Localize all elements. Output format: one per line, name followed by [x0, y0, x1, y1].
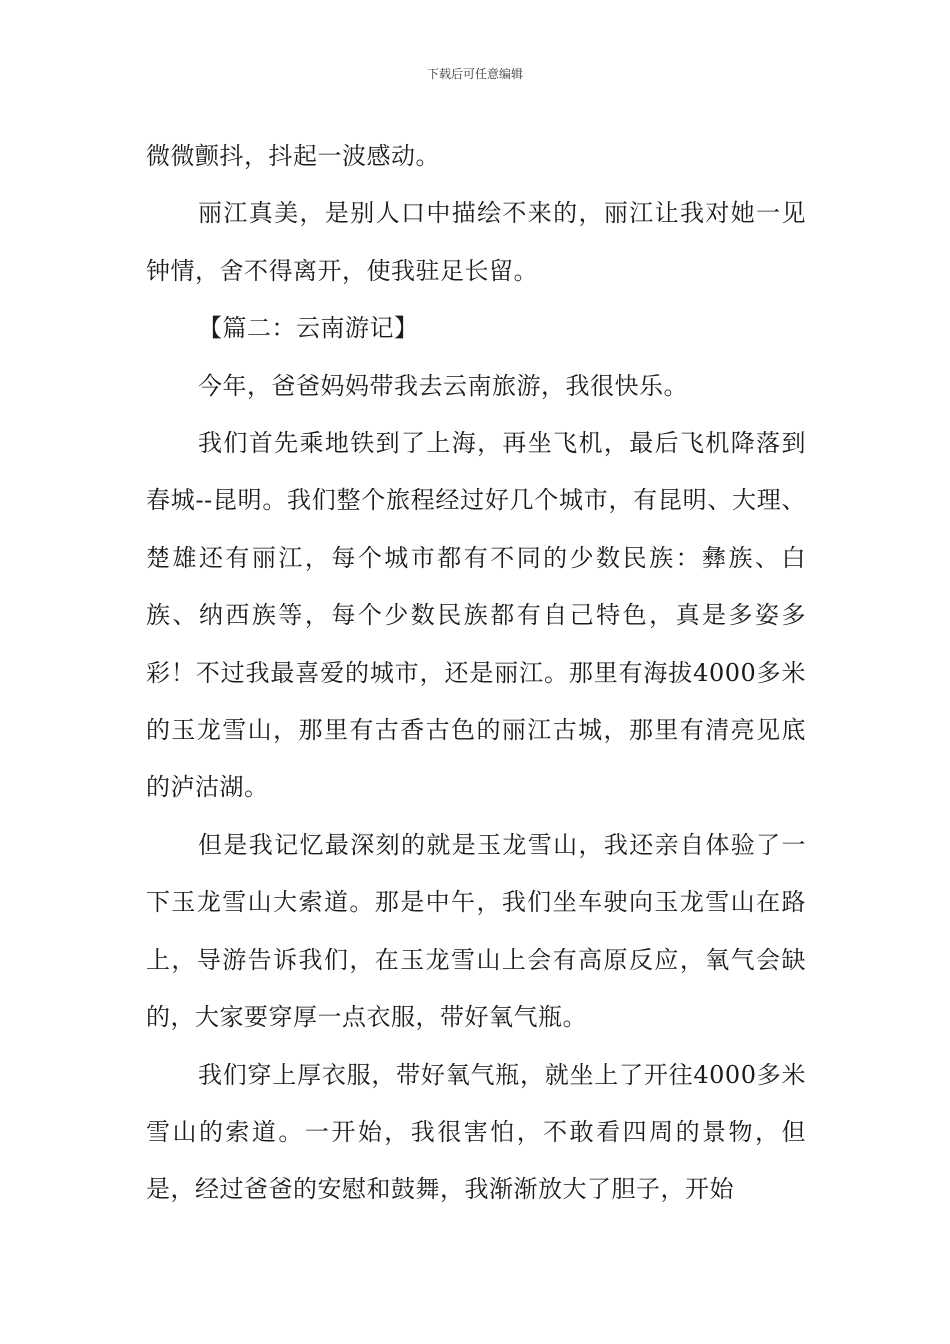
paragraph-journey: 我们首先乘地铁到了上海，再坐飞机，最后飞机降落到春城--昆明。我们整个旅程经过好几个城市，有昆明、大理、楚雄还有丽江，每个城市都有不同的少数民族：彝族、白族、纳西族等，每个少数民族都有自己特色，真是多姿多彩！不过我最喜爱的城市，还是丽江。那里有海拔4000多米的玉龙雪山，那里有古香古色的丽江古城，那里有清亮见底的泸沽湖。 — [146, 429, 806, 802]
section-title: 【篇二：云南游记】 — [198, 314, 419, 343]
paragraph-yulong-snow-mountain: 但是我记忆最深刻的就是玉龙雪山，我还亲自体验了一下玉龙雪山大索道。那是中午，我们坐车驶向玉龙雪山在路上，导游告诉我们，在玉龙雪山上会有高原反应，氧气会缺的，大家要穿厚一点衣服，带好氧气瓶。 — [146, 830, 806, 1032]
paragraph-cableway: 我们穿上厚衣服，带好氧气瓶，就坐上了开往4000多米雪山的索道。一开始，我很害怕，不敢看四周的景物，但是，经过爸爸的安慰和鼓舞，我渐渐放大了胆子，开始 — [146, 1060, 806, 1204]
document-body — [146, 128, 806, 1219]
paragraph-intro: 今年，爸爸妈妈带我去云南旅游，我很快乐。 — [198, 371, 688, 400]
paragraph-continuation: 微微颤抖，抖起一波感动。 — [146, 142, 440, 170]
paragraph-lijiang-beauty: 丽江真美，是别人口中描绘不来的，丽江让我对她一见钟情，舍不得离开，使我驻足长留。 — [146, 199, 806, 285]
page-header-note: 下载后可任意编辑 — [426, 67, 523, 81]
